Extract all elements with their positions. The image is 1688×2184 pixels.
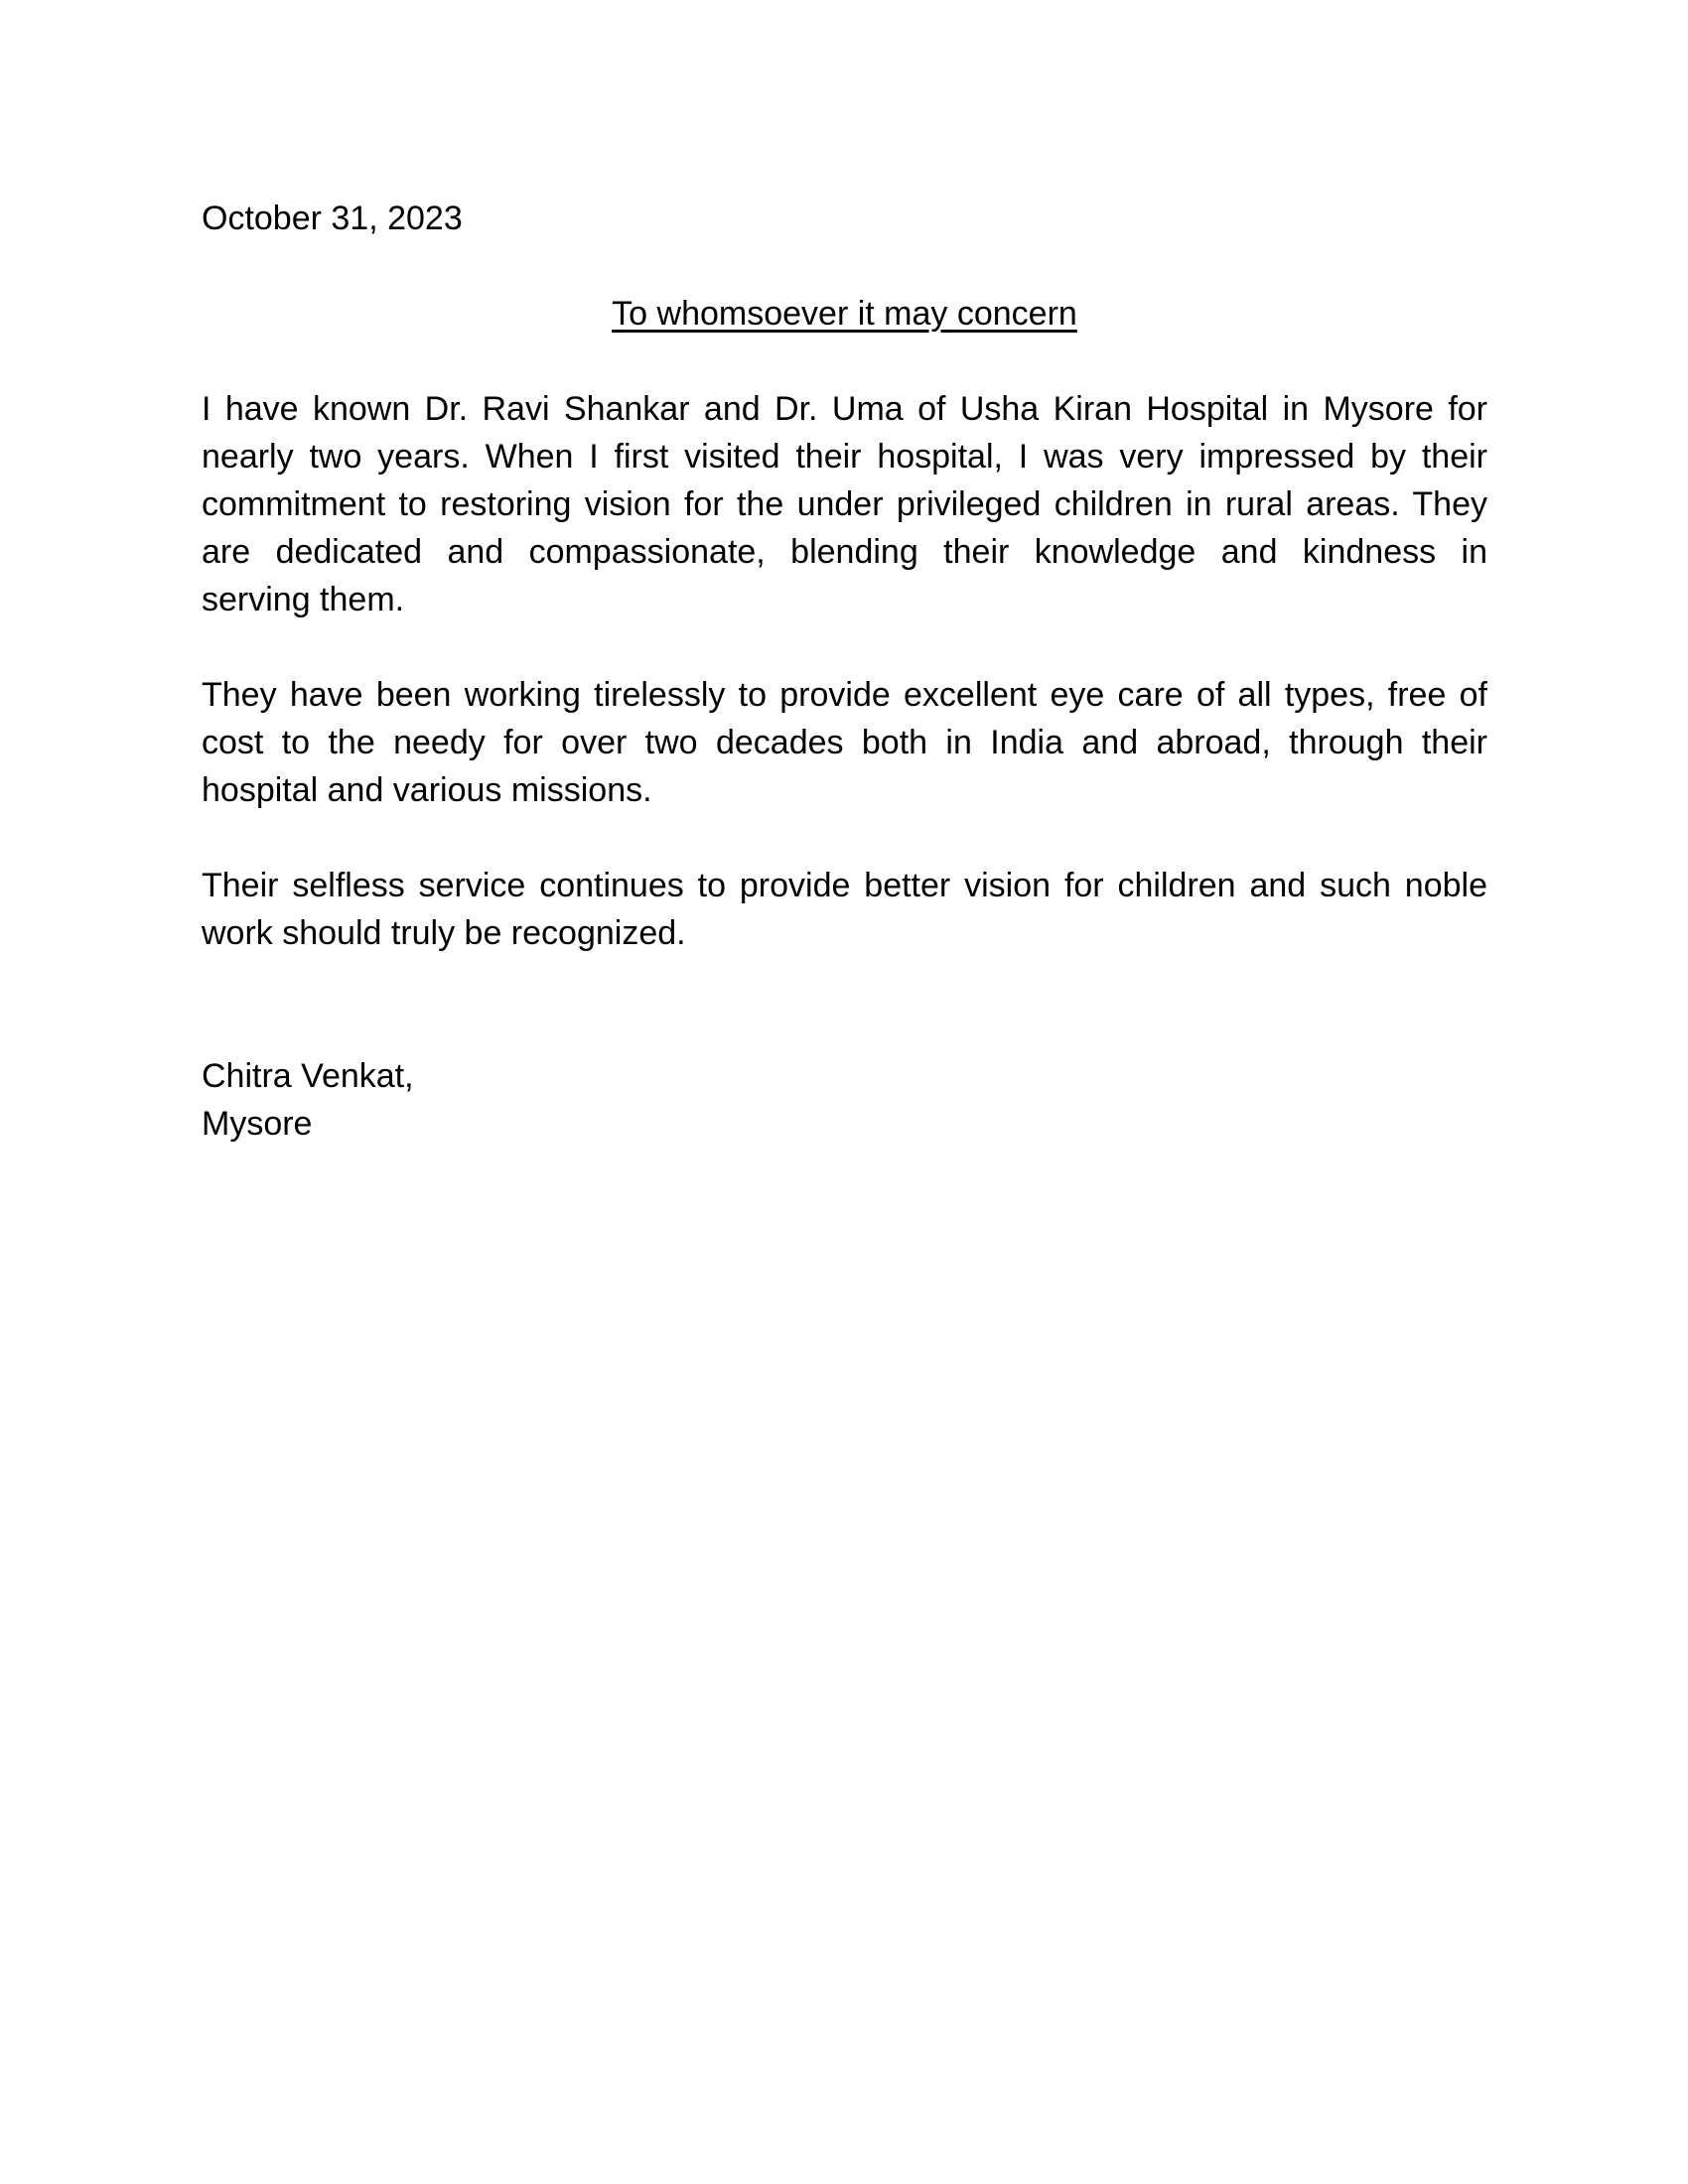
text-line: cost to the needy for over two decades both in India and abroad, through their [202, 724, 1487, 761]
signature-name: Chitra Venkat, [202, 1057, 414, 1095]
letter-date: October 31, 2023 [202, 200, 463, 237]
text-line: I have known Dr. Ravi Shankar and Dr. Uma of Usha Kiran Hospital in Mysore for [202, 390, 1487, 428]
text-line: Their selfless service continues to provide better vision for children and such noble [202, 867, 1487, 904]
paragraph-1 [202, 385, 1487, 623]
letter-heading [202, 290, 1487, 338]
text-line: They have been working tirelessly to provide excellent eye care of all types, free of [202, 676, 1487, 714]
letter-heading-text: To whomsoever it may concern [612, 295, 1077, 333]
text-line: commitment to restoring vision for the under privileged children in rural areas. They [202, 485, 1487, 523]
paragraph-2 [202, 671, 1487, 814]
text-line: nearly two years. When I first visited their hospital, I was very impressed by their [202, 438, 1487, 476]
signature-city: Mysore [202, 1105, 313, 1143]
text-line: work should truly be recognized. [202, 914, 686, 952]
paragraph-3 [202, 862, 1487, 957]
text-line: hospital and various missions. [202, 771, 652, 809]
text-line: serving them. [202, 581, 405, 618]
signature-block [202, 1052, 1487, 1148]
text-line: are dedicated and compassionate, blending their knowledge and kindness in [202, 533, 1487, 571]
